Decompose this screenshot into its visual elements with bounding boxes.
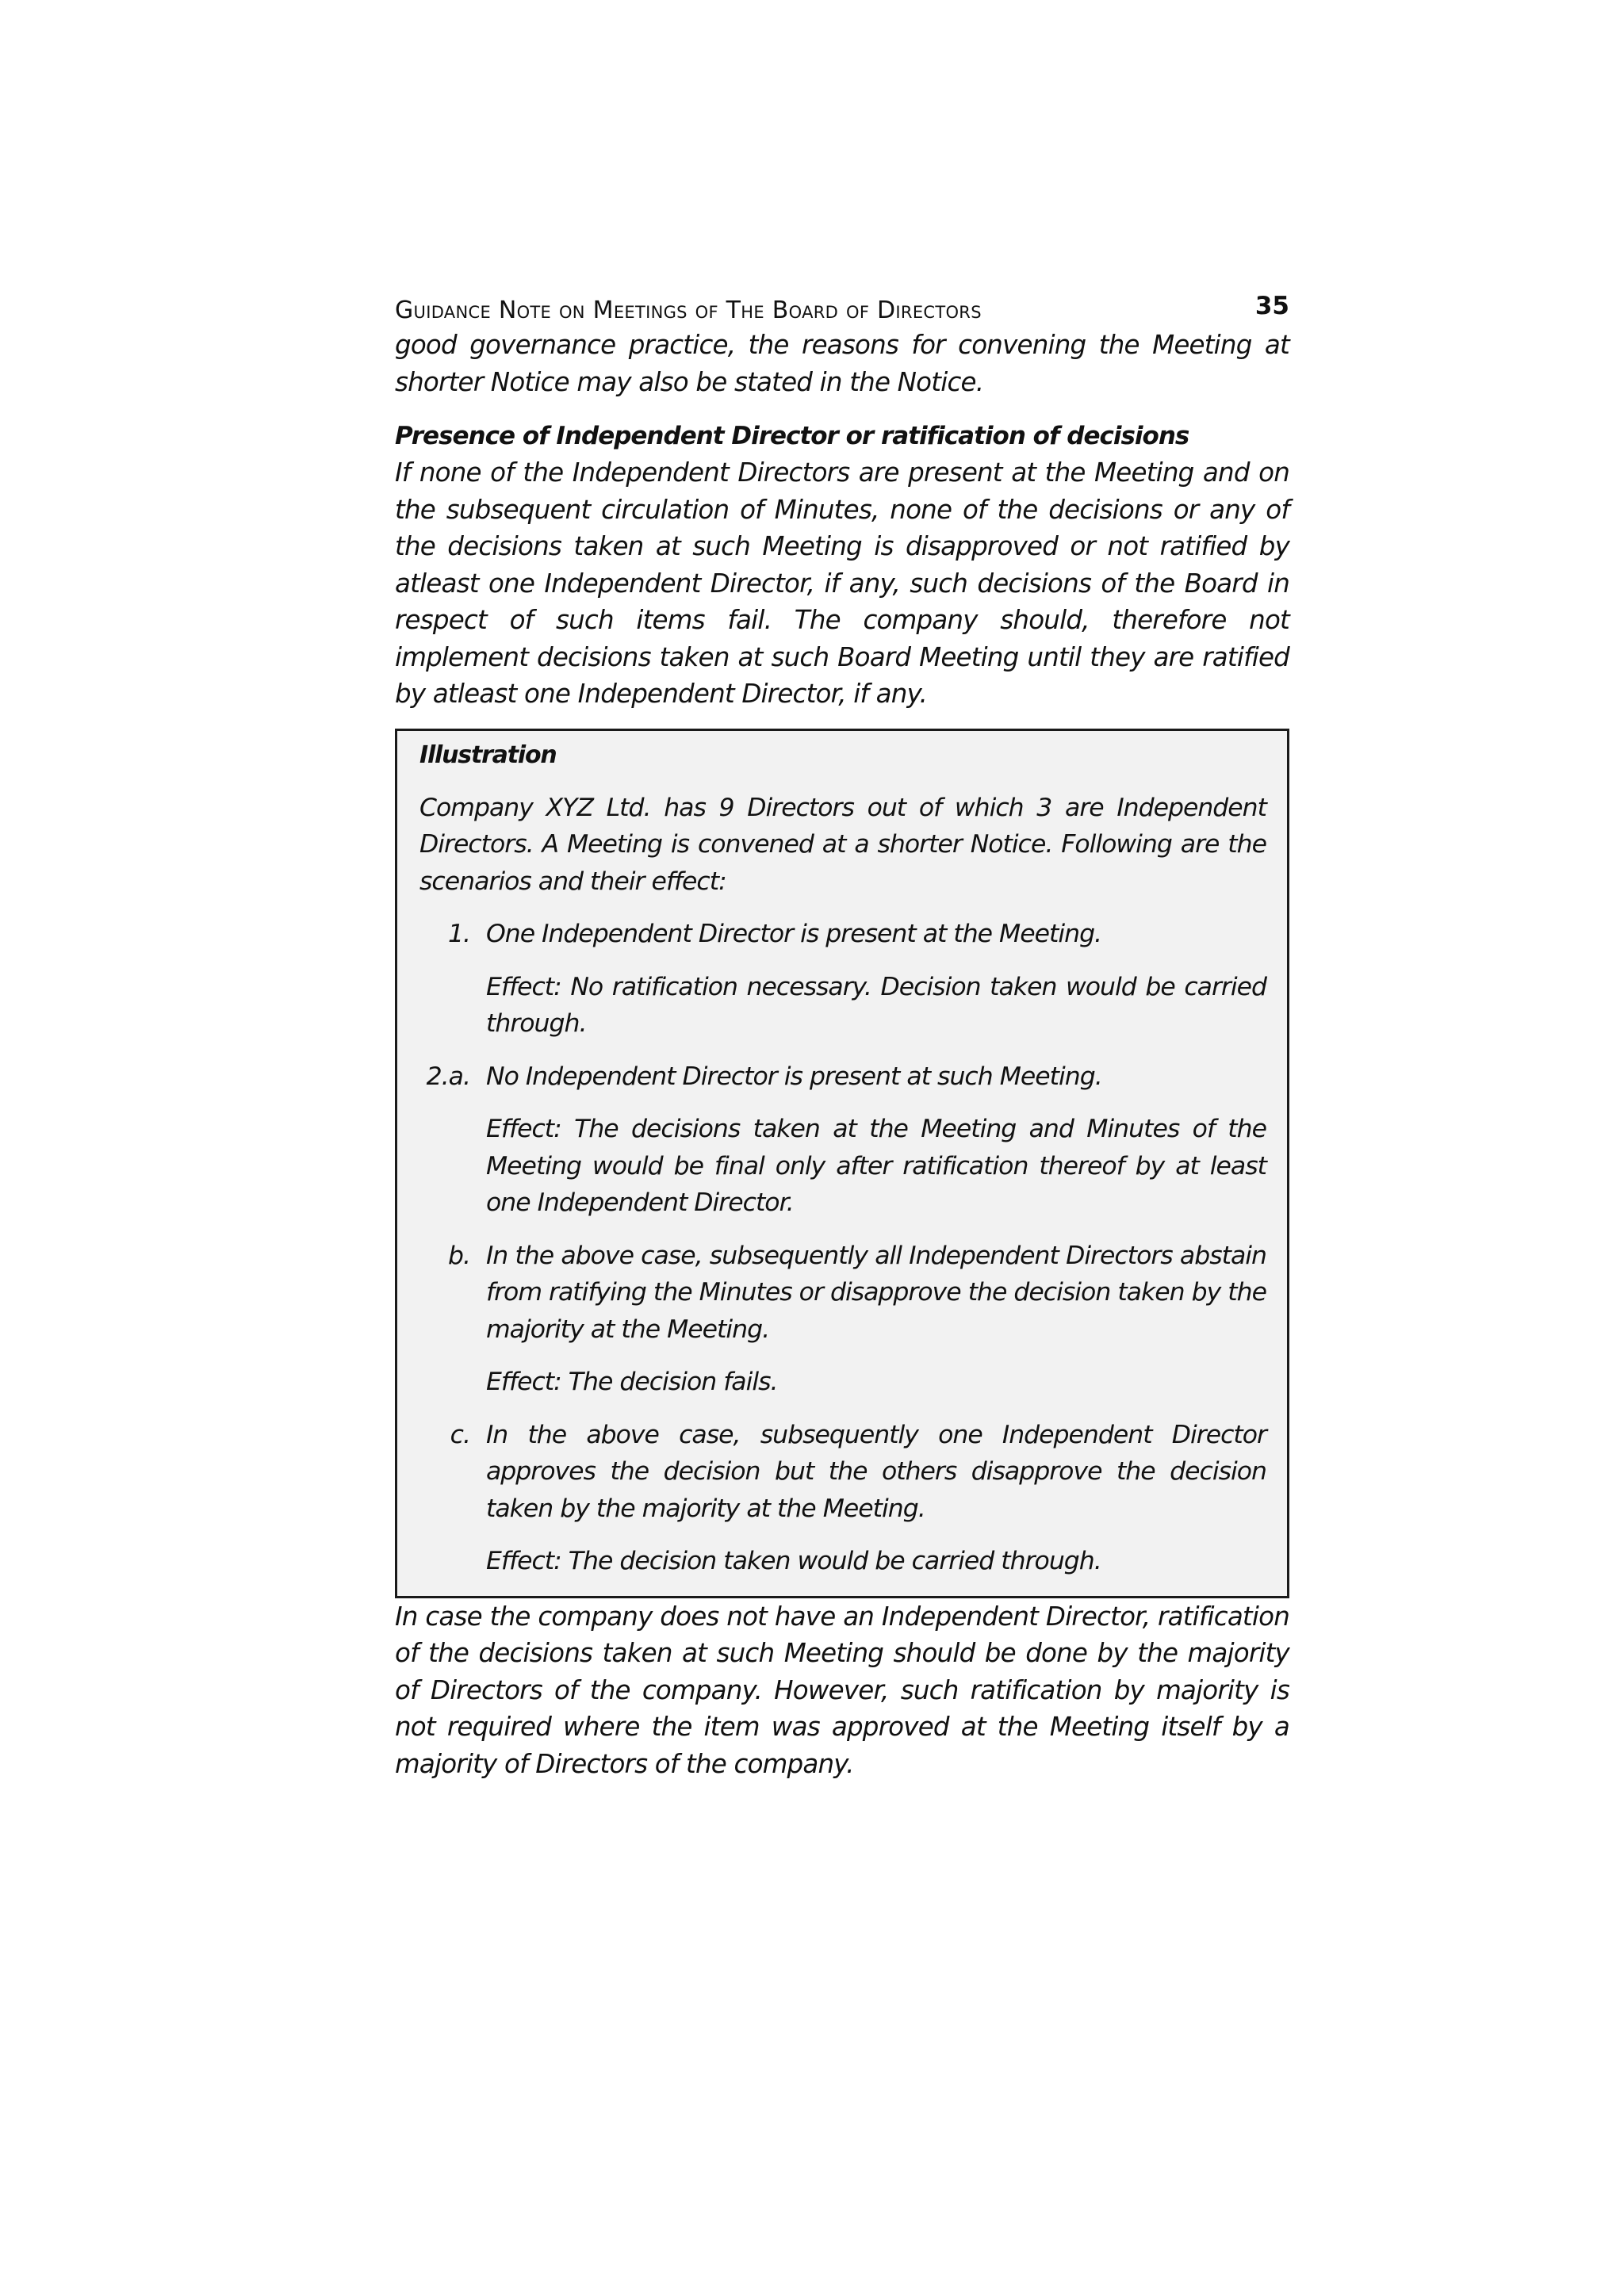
scenario-text: In the above case, subsequently one Independent Director approves the decision but the others disapprove the decision taken by the majority at the Meeting. (486, 1420, 1266, 1523)
scenario-effect-text: Effect: The decision taken would be carried through. (486, 1547, 1101, 1575)
illustration-intro: Company XYZ Ltd. has 9 Directors out of which 3 are Independent Directors. A Meeting is convened at a shorter Notice. Following are the scenarios and their effect: (419, 793, 1266, 896)
scenario-effect-text: Effect: The decision fails. (486, 1368, 778, 1396)
scenario-effect-text: Effect: No ratification necessary. Decision taken would be carried through. (486, 972, 1266, 1038)
scenario-effect (419, 969, 1266, 1043)
scenario-effect (419, 1364, 1266, 1401)
scenario-text: One Independent Director is present at the Meeting. (486, 920, 1102, 948)
running-header (395, 285, 1289, 327)
scenario-marker: b. (447, 1241, 470, 1270)
document-page (395, 285, 1289, 1782)
scenario-effect (419, 1543, 1266, 1580)
running-title: Guidance Note on Meetings of The Board of Directors (395, 297, 982, 324)
scenario-item (419, 916, 1266, 953)
scenario-marker: 2.a. (426, 1062, 470, 1091)
scenario-text: In the above case, subsequently all Independent Directors abstain from ratifying the Minutes or disapprove the decision taken by the majority at the Meeting. (486, 1241, 1266, 1344)
scenario-effect (419, 1111, 1266, 1222)
scenario-text: No Independent Director is present at such Meeting. (486, 1062, 1102, 1091)
section-paragraph: If none of the Independent Directors are present at the Meeting and on the subsequent circulation of Minutes, none of the decisions or any of the decisions taken at such Meeting is disapproved or not ratified by atleast one Independent Director, if any, such decisions of the Board in respect of such items fail. The company should, therefore not implement decisions taken at such Board Meeting until they are ratified by atleast one Independent Director, if any. (395, 457, 1289, 709)
scenario-effect-text: Effect: The decisions taken at the Meeting and Minutes of the Meeting would be final only after ratification thereof by at least one Independent Director. (486, 1115, 1266, 1217)
scenario-item (419, 1058, 1266, 1096)
scenario-marker: 1. (447, 920, 470, 948)
illustration-title: Illustration (419, 740, 557, 769)
scenario-item (419, 1417, 1266, 1528)
closing-paragraph: In case the company does not have an Independent Director, ratification of the decisions taken at such Meeting should be done by the majority of Directors of the company. However, such ratification by majority is not required where the item was approved at the Meeting itself by a majority of Directors of the company. (395, 1601, 1289, 1779)
scenario-item (419, 1238, 1266, 1349)
page-number: 35 (1254, 292, 1289, 320)
intro-paragraph: good governance practice, the reasons for convening the Meeting at shorter Notice may also be stated in the Notice. (395, 330, 1289, 397)
illustration-box (395, 729, 1289, 1598)
scenario-marker: c. (450, 1420, 470, 1449)
section-heading: Presence of Independent Director or ratification of decisions (395, 422, 1189, 450)
